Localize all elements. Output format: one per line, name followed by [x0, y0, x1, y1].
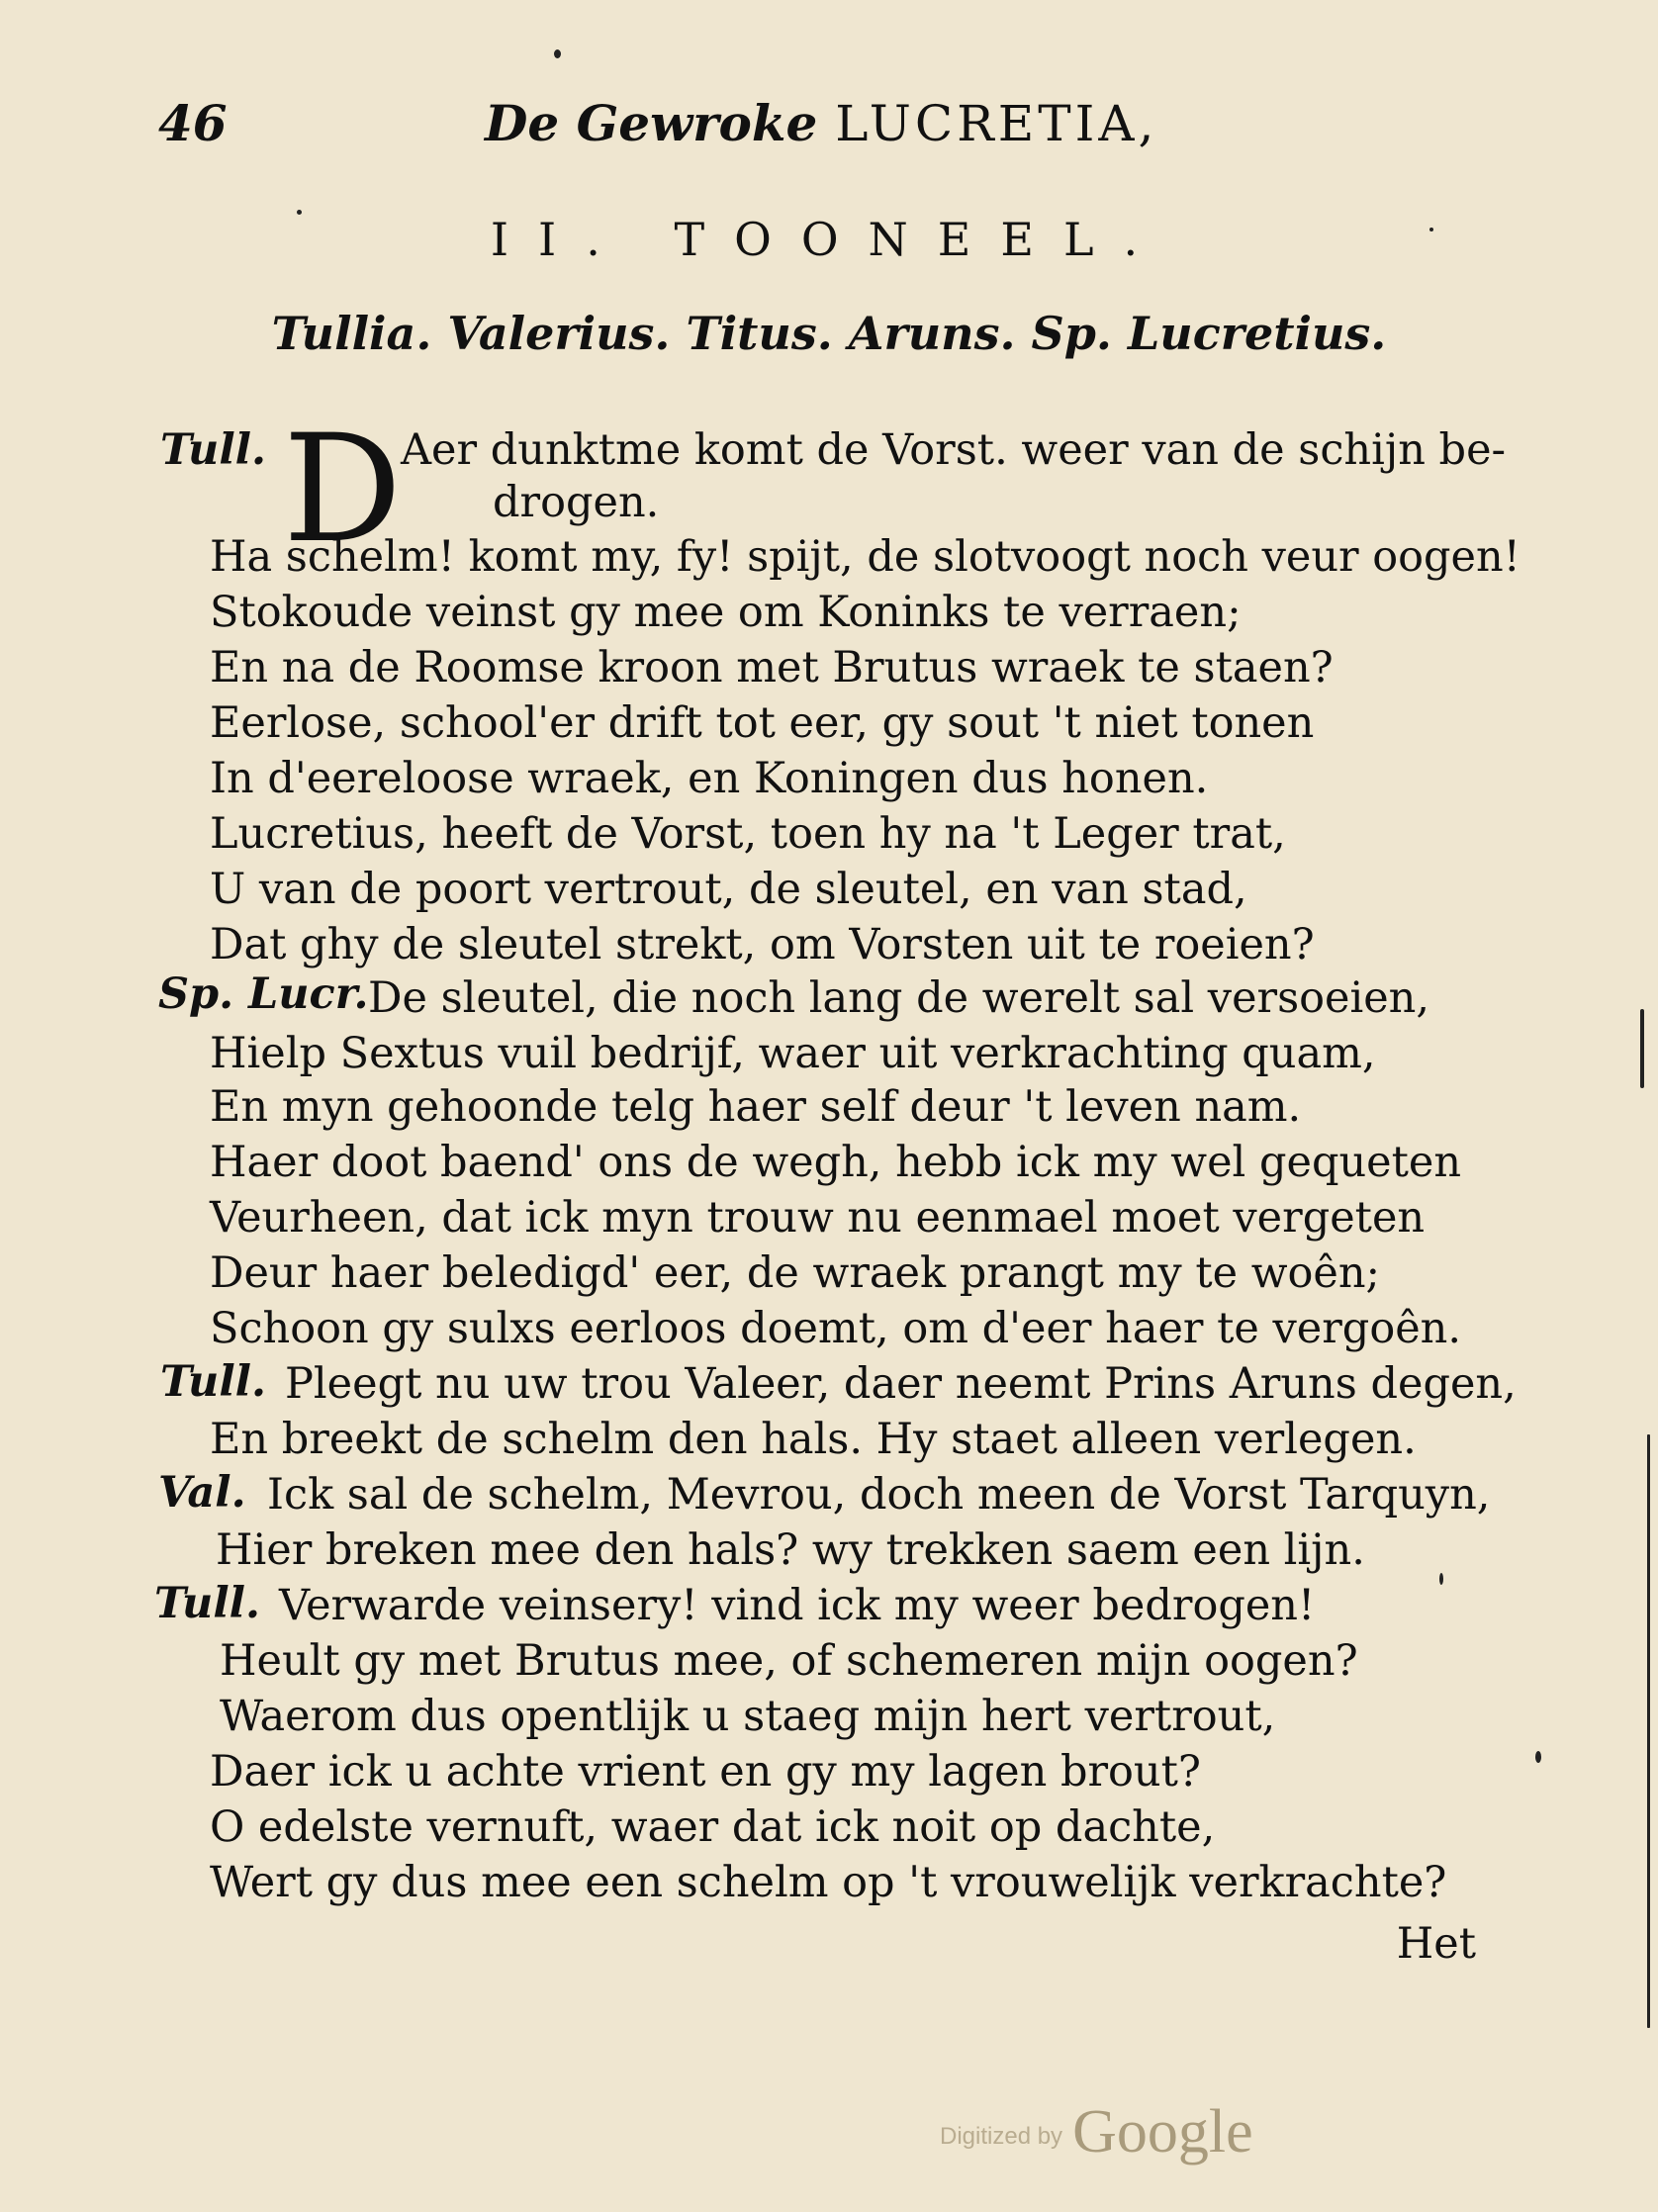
ink-speck: [1439, 1573, 1443, 1585]
verse-line: Pleegt nu uw trou Valeer, daer neemt Prins Aruns degen,: [285, 1359, 1517, 1409]
ink-speck: [297, 210, 302, 215]
verse-line: Hier breken mee den hals? wy trekken saem een lijn.: [216, 1525, 1365, 1575]
verse-line: De sleutel, die noch lang de werelt sal versoeien,: [368, 973, 1430, 1023]
google-logo: Google: [1072, 2098, 1253, 2166]
verse-line: Haer doot baend' ons de wegh, hebb ick my wel gequeten: [210, 1138, 1462, 1187]
verse-line: Hielp Sextus vuil bedrijf, waer uit verkrachting quam,: [210, 1029, 1376, 1078]
verse-line: Ha schelm! komt my, fy! spijt, de slotvoogt noch veur oogen!: [210, 532, 1520, 582]
page-number: 46: [158, 94, 228, 152]
verse-line: drogen.: [493, 478, 660, 527]
verse-line: Ick sal de schelm, Mevrou, doch meen de Vorst Tarquyn,: [267, 1470, 1491, 1520]
verse-line: Verwarde veinsery! vind ick my weer bedrogen!: [279, 1581, 1316, 1630]
verse-line: Dat ghy de sleutel strekt, om Vorsten uit te roeien?: [210, 920, 1315, 969]
edge-mark: [1647, 1434, 1650, 2028]
ink-speck: [554, 49, 561, 58]
verse-line: Eerlose, school'er drift tot eer, gy sout 't niet tonen: [210, 698, 1315, 748]
verse-line: Heult gy met Brutus mee, of schemeren mijn oogen?: [220, 1636, 1358, 1686]
running-header: [158, 94, 1484, 163]
ink-speck: [1429, 228, 1433, 231]
speaker-label: Tull.: [154, 1579, 260, 1628]
ink-speck: [1535, 1751, 1541, 1763]
speaker-label: Tull.: [160, 425, 266, 475]
speaker-label: Val.: [158, 1468, 246, 1518]
verse-line: Veurheen, dat ick myn trouw nu eenmael moet vergeten: [210, 1193, 1426, 1243]
cast-list: Tullia. Valerius. Titus. Aruns. Sp. Lucretius.: [271, 307, 1387, 360]
verse-line: U van de poort vertrout, de sleutel, en van stad,: [210, 865, 1247, 914]
verse-line: En breekt de schelm den hals. Hy staet alleen verlegen.: [210, 1415, 1417, 1464]
verse-line: En myn gehoonde telg haer self deur 't leven nam.: [210, 1082, 1302, 1132]
verse-line: In d'eereloose wraek, en Koningen dus honen.: [210, 754, 1209, 803]
speaker-label: Tull.: [160, 1357, 266, 1407]
watermark-prefix: Digitized by: [940, 2123, 1063, 2150]
verse-line: Waerom dus opentlijk u staeg mijn hert vertrout,: [220, 1692, 1276, 1741]
running-title-caps: LUCRETIA,: [835, 95, 1158, 152]
verse-line: Wert gy dus mee een schelm op 't vrouwelijk verkrachte?: [210, 1858, 1447, 1907]
edge-mark: [1640, 1009, 1644, 1088]
verse-line: Daer ick u achte vrient en gy my lagen brout?: [210, 1747, 1201, 1797]
catchword: Het: [1396, 1919, 1476, 1969]
verse-line: Schoon gy sulxs eerloos doemt, om d'eer haer te vergoên.: [210, 1304, 1462, 1353]
verse-line: Lucretius, heeft de Vorst, toen hy na 't Leger trat,: [210, 809, 1286, 859]
drop-cap: D: [283, 404, 403, 576]
verse-line: Stokoude veinst gy mee om Koninks te verraen;: [210, 588, 1242, 637]
digitized-watermark: [940, 2097, 1253, 2167]
verse-line: En na de Roomse kroon met Brutus wraek te staen?: [210, 643, 1334, 692]
verse-line: O edelste vernuft, waer dat ick noit op dachte,: [210, 1802, 1216, 1852]
scene-heading: II. TOONEEL.: [490, 213, 1168, 266]
verse-line: Aer dunktme komt de Vorst. weer van de schijn be-: [401, 425, 1507, 475]
speaker-label: Sp. Lucr.: [158, 969, 369, 1019]
running-title-italic: De Gewroke: [485, 94, 818, 152]
running-title: [485, 94, 1157, 152]
verse-line: Deur haer beledigd' eer, de wraek prangt my te woên;: [210, 1248, 1381, 1298]
